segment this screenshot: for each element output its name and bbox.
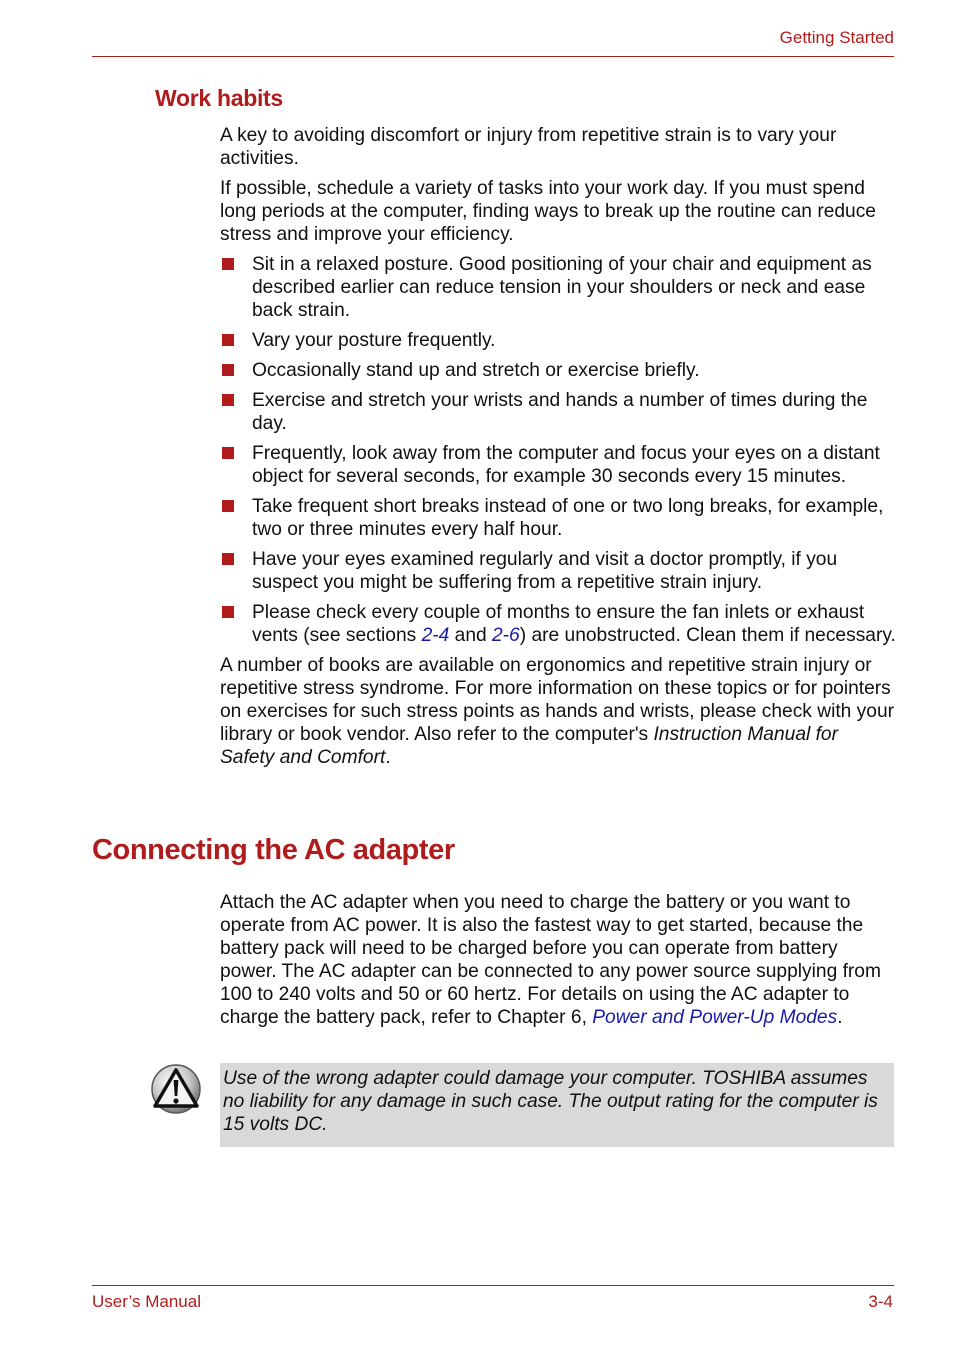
manual-title: Instruction Manual for Safety and Comfort: [220, 724, 838, 768]
square-bullet-icon: [222, 394, 234, 406]
list-item-text: Have your eyes examined regularly and visit a doctor promptly, if you suspect you might be suffering from a repetitive strain injury.: [252, 549, 838, 593]
page-number: 3-4: [868, 1292, 893, 1311]
closing-paragraph: [220, 654, 896, 769]
list-item: [220, 389, 896, 435]
list-item-text-before: Please check every couple of months to ensure the fan inlets or exhaust vents (see sections: [252, 602, 865, 646]
work-habits-list: [220, 253, 896, 647]
caution-text: Use of the wrong adapter could damage your computer. TOSHIBA assumes no liability for any damage in such case. The output rating for the computer is 15 volts DC.: [223, 1068, 878, 1135]
section-title: Connecting the AC adapter: [92, 834, 455, 866]
square-bullet-icon: [222, 447, 234, 459]
list-item-text: Occasionally stand up and stretch or exercise briefly.: [252, 360, 700, 381]
list-item-text: Frequently, look away from the computer and focus your eyes on a distant object for several seconds, for example 30 seconds every 15 minutes.: [252, 443, 880, 487]
list-item: [220, 359, 896, 382]
footer-manual-name: User’s Manual: [92, 1292, 201, 1311]
caution-box: [220, 1063, 894, 1147]
list-item-text-after: ) are unobstructed. Clean them if necessary.: [519, 625, 896, 646]
running-head: Getting Started: [779, 28, 894, 47]
list-item-text: Vary your posture frequently.: [252, 330, 496, 351]
section-link-2-4[interactable]: 2-4: [421, 625, 450, 646]
list-item-text: Take frequent short breaks instead of one or two long breaks, for example, two or three minutes every half hour.: [252, 496, 884, 540]
square-bullet-icon: [222, 553, 234, 565]
ac-adapter-body: [220, 891, 896, 1036]
ac-adapter-end: .: [837, 1007, 843, 1028]
closing-end: .: [385, 747, 391, 768]
chapter-link[interactable]: Power and Power-Up Modes: [592, 1007, 838, 1028]
list-item: [220, 601, 896, 647]
list-item: [220, 495, 896, 541]
warning-triangle-icon: [150, 1063, 202, 1115]
list-item-text: Sit in a relaxed posture. Good positioning of your chair and equipment as described earlier can reduce tension in your shoulders or neck and ease back strain.: [252, 254, 872, 321]
footer-rule: [92, 1285, 894, 1286]
list-item: [220, 253, 896, 322]
list-item-text: Exercise and stretch your wrists and hands a number of times during the day.: [252, 390, 868, 434]
square-bullet-icon: [222, 364, 234, 376]
list-item: [220, 329, 896, 352]
square-bullet-icon: [222, 606, 234, 618]
header-rule: [92, 56, 894, 57]
list-item: [220, 442, 896, 488]
ac-adapter-paragraph: [220, 891, 896, 1029]
list-item-text-middle: and: [449, 625, 492, 646]
work-habits-heading: Work habits: [155, 85, 283, 111]
square-bullet-icon: [222, 334, 234, 346]
section-link-2-6[interactable]: 2-6: [492, 625, 520, 646]
list-item: [220, 548, 896, 594]
intro-paragraph-1: A key to avoiding discomfort or injury from repetitive strain is to vary your activities.: [220, 125, 837, 169]
work-habits-body: [220, 124, 896, 776]
square-bullet-icon: [222, 258, 234, 270]
ac-adapter-text: Attach the AC adapter when you need to charge the battery or you want to operate from AC power. It is also the fastest way to get started, because the battery pack will need to be charged before you can operate from battery power. The AC adapter can be connected to any power source supplying from 100 to 240 volts and 50 or 60 hertz. For details on using the AC adapter to charge the battery pack, refer to Chapter 6,: [220, 892, 881, 1028]
intro-paragraph-2: If possible, schedule a variety of tasks into your work day. If you must spend long periods at the computer, finding ways to break up the routine can reduce stress and improve your efficiency.: [220, 178, 876, 245]
square-bullet-icon: [222, 500, 234, 512]
closing-text: A number of books are available on ergonomics and repetitive strain injury or repetitive stress syndrome. For more information on these topics or for pointers on exercises for such stress points as hands and wrists, please check with your library or book vendor. Also refer to the computer's: [220, 655, 895, 745]
